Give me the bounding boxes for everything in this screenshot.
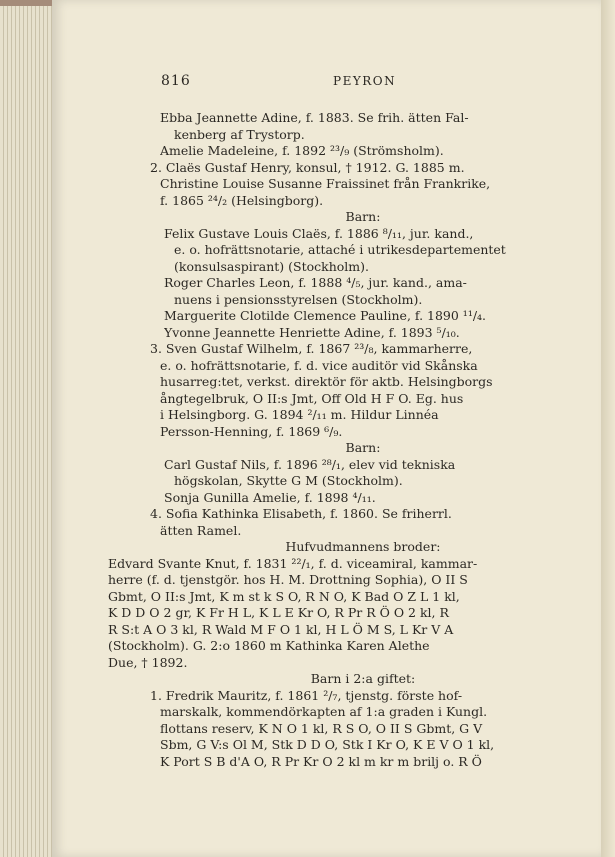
text-line: Carl Gustaf Nils, f. 1896 ²⁸/₁, elev vid tekniska	[164, 456, 456, 472]
text-line: 2. Claës Gustaf Henry, konsul, † 1912. G. 1885 m.	[150, 159, 465, 175]
text-line: ångtegelbruk, O II:s Jmt, Off Old H F O. Eg. hus	[160, 390, 464, 406]
text-line: herre (f. d. tjenstgör. hos H. M. Drottning Sophia), O II S	[108, 572, 468, 587]
page-number: 816	[161, 73, 191, 89]
text-line: Yvonne Jeannette Henriette Adine, f. 1893 ⁵/₁₀.	[164, 324, 460, 340]
section-heading-line: Barn i 2:a giftet:	[310, 671, 416, 686]
book-right-edge	[601, 0, 615, 857]
text-line: 1. Fredrik Mauritz, f. 1861 ²/₇, tjenstg. förste hof-	[150, 687, 463, 703]
section-heading-line: Barn:	[345, 440, 381, 455]
text-line: Ebba Jeannette Adine, f. 1883. Se frih. ätten Fal-	[160, 110, 469, 125]
text-line: Felix Gustave Louis Claës, f. 1886 ⁸/₁₁, jur. kand.,	[164, 225, 474, 241]
text-line: flottans reserv, K N O 1 kl, R S O, O II S Gbmt, G V	[160, 720, 483, 736]
text-line: högskolan, Skytte G M (Stockholm).	[174, 473, 403, 488]
document-page	[52, 0, 601, 857]
text-line: Sonja Gunilla Amelie, f. 1898 ⁴/₁₁.	[164, 489, 376, 505]
text-line: Christine Louise Susanne Fraissinet från Frankrike,	[160, 176, 491, 191]
running-head: PEYRON	[333, 74, 397, 88]
text-line: husarreg:tet, verkst. direktör för aktb. Helsingborgs	[160, 374, 493, 389]
text-line: 3. Sven Gustaf Wilhelm, f. 1867 ²³/₈, kammarherre,	[150, 341, 473, 356]
text-line: Sbm, G V:s Ol M, Stk D D O, Stk I Kr O, K E V O 1 kl,	[160, 737, 495, 752]
text-line: Gbmt, O II:s Jmt, K m st k S O, R N O, K Bad O Z L 1 kl,	[108, 588, 460, 604]
section-heading-line: Barn:	[345, 209, 381, 224]
section-heading-line: Hufvudmannens broder:	[285, 539, 441, 554]
text-line: K D D O 2 gr, K Fr H L, K L E Kr O, R Pr R Ö O 2 kl, R	[108, 605, 449, 620]
text-line: e. o. hofrättsnotarie, attaché i utrikesdepartementet	[174, 242, 506, 257]
text-line: ätten Ramel.	[160, 522, 242, 538]
text-line: Amelie Madeleine, f. 1892 ²³/₉ (Strömsholm).	[160, 143, 444, 158]
text-line: (konsulsaspirant) (Stockholm).	[174, 258, 369, 274]
text-line: i Helsingborg. G. 1894 ²/₁₁ m. Hildur Linnéa	[160, 407, 439, 422]
page-body-text	[108, 110, 566, 770]
text-line: Persson-Henning, f. 1869 ⁶/₉.	[160, 423, 343, 439]
page-header	[52, 73, 601, 93]
text-line: Due, † 1892.	[108, 654, 188, 670]
text-line: f. 1865 ²⁴/₂ (Helsingborg).	[160, 192, 324, 208]
text-line: (Stockholm). G. 2:o 1860 m Kathinka Karen Alethe	[108, 638, 430, 653]
text-line: Marguerite Clotilde Clemence Pauline, f. 1890 ¹¹/₄.	[164, 308, 487, 323]
text-line: R S:t A O 3 kl, R Wald M F O 1 kl, H L Ö M S, L Kr V A	[108, 621, 454, 637]
text-line: K Port S B d'A O, R Pr Kr O 2 kl m kr m brilj o. R Ö	[160, 753, 482, 769]
text-line: nuens i pensionsstyrelsen (Stockholm).	[174, 291, 423, 307]
text-line: e. o. hofrättsnotarie, f. d. vice auditör vid Skånska	[160, 357, 478, 373]
book-top-edge	[0, 0, 52, 6]
text-line: 4. Sofia Kathinka Elisabeth, f. 1860. Se friherrl.	[150, 506, 452, 521]
text-line: kenberg af Trystorp.	[174, 126, 305, 142]
text-line: Roger Charles Leon, f. 1888 ⁴/₅, jur. kand., ama-	[164, 275, 467, 290]
text-line: marskalk, kommendörkapten af 1:a graden i Kungl.	[160, 704, 488, 719]
book-page-edges	[0, 0, 52, 857]
text-line: Edvard Svante Knut, f. 1831 ²²/₁, f. d. viceamiral, kammar-	[108, 555, 478, 571]
